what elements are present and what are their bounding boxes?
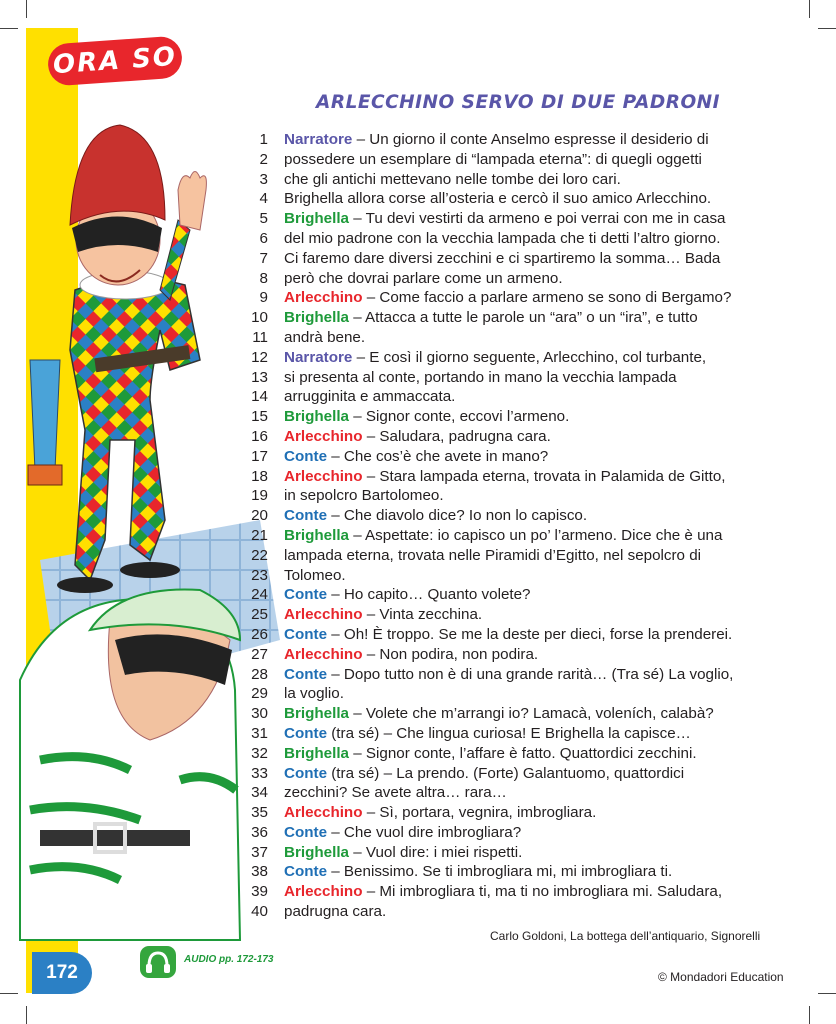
line-text (284, 189, 711, 209)
line-text (284, 566, 346, 586)
speaker-name: Brighella (284, 408, 349, 426)
line-body: – Vinta zecchina. (362, 606, 483, 624)
line-body: zecchini? Se avete altra… rara… (284, 784, 507, 802)
line-text (284, 546, 701, 566)
line-number: 36 (251, 823, 268, 841)
line-body: (tra sé) – La prendo. (Forte) Galantuomo, quattordici (327, 764, 685, 782)
line-text (284, 625, 732, 645)
line-number: 38 (251, 863, 268, 881)
line-text (284, 862, 672, 882)
line-body: – Non podira, non podira. (362, 645, 539, 663)
speaker-name: Arlecchino (284, 427, 363, 445)
line-number: 13 (251, 368, 268, 386)
speaker-name: Conte (284, 507, 328, 525)
line-body: (tra sé) – Che lingua curiosa! E Brighella la capisce… (327, 724, 691, 742)
line-body: la voglio. (284, 685, 344, 703)
line-text (284, 783, 507, 803)
speaker-name: Brighella (284, 744, 349, 762)
line-body: – Tu devi vestirti da armeno e poi verrai con me in casa (349, 210, 726, 228)
line-body: padrugna cara. (284, 903, 387, 921)
line-body: però che dovrai parlare come un armeno. (284, 269, 563, 287)
speaker-name: Conte (284, 665, 328, 683)
speaker-name: Arlecchino (284, 883, 363, 901)
line-number: 18 (251, 467, 268, 485)
line-number: 26 (251, 625, 268, 643)
line-text (284, 328, 365, 348)
line-body: – Aspettate: io capisco un po’ l’armeno. Dice che è una (349, 526, 723, 544)
line-number: 39 (251, 883, 268, 901)
line-body: – Vuol dire: i miei rispetti. (349, 843, 523, 861)
line-text (284, 170, 621, 190)
line-body: – Sì, portara, vegnira, imbrogliara. (362, 804, 597, 822)
line-body: si presenta al conte, portando in mano la vecchia lampada (284, 368, 677, 386)
line-body: – Oh! È troppo. Se me la deste per dieci, forse la prenderei. (327, 625, 733, 643)
line-body: – Volete che m’arrangi io? Lamacà, voleních, calabà? (349, 705, 714, 723)
line-text (284, 150, 702, 170)
line-text (284, 269, 563, 289)
line-number: 34 (251, 784, 268, 802)
line-text (284, 585, 531, 605)
line-text (284, 724, 691, 744)
speaker-name: Arlecchino (284, 467, 363, 485)
speaker-name: Narratore (284, 131, 353, 148)
line-body: – Che diavolo dice? Io non lo capisco. (327, 507, 588, 525)
line-number: 4 (259, 190, 268, 208)
speaker-name: Brighella (284, 526, 349, 544)
line-body: – Saludara, padrugna cara. (362, 427, 551, 445)
line-body: – Dopo tutto non è di una grande rarità… (Tra sé) La voglio, (327, 665, 734, 683)
line-number: 37 (251, 843, 268, 861)
line-body: arrugginita e ammaccata. (284, 388, 456, 406)
line-text (284, 823, 521, 843)
line-number: 21 (251, 526, 268, 544)
page-title: ARLECCHINO SERVO DI DUE PADRONI (316, 92, 721, 113)
speaker-name: Arlecchino (284, 606, 363, 624)
speaker-name: Arlecchino (284, 645, 363, 663)
line-number: 24 (251, 586, 268, 604)
source-citation (490, 929, 760, 943)
line-body: – Mi imbrogliara ti, ma ti no imbrogliara mi. Saludara, (362, 883, 723, 901)
line-number: 3 (259, 170, 268, 188)
line-text (284, 486, 444, 506)
line-text (284, 803, 596, 823)
line-text (284, 427, 551, 447)
line-number: 30 (251, 705, 268, 723)
line-number: 28 (251, 665, 268, 683)
line-number: 25 (251, 606, 268, 624)
line-number: 1 (259, 131, 268, 148)
line-text (284, 744, 697, 764)
line-number: 14 (251, 388, 268, 406)
line-text (284, 645, 538, 665)
line-body: – Signor conte, eccovi l’armeno. (349, 408, 570, 426)
line-text (284, 308, 698, 328)
lamp-icon (30, 360, 60, 470)
speaker-name: Arlecchino (284, 804, 363, 822)
line-text (284, 882, 722, 902)
line-body: del mio padrone con la vecchia lampada che ti detti l’altro giorno. (284, 229, 721, 247)
line-number: 19 (251, 487, 268, 505)
line-body: – Che vuol dire imbrogliara? (327, 823, 522, 841)
line-number: 20 (251, 507, 268, 525)
crop-mark (809, 0, 810, 18)
speaker-name: Brighella (284, 210, 349, 228)
speaker-name: Brighella (284, 705, 349, 723)
line-number: 2 (259, 150, 268, 168)
speaker-name: Conte (284, 724, 328, 742)
line-body: – Un giorno il conte Anselmo espresse il desiderio di (352, 131, 709, 148)
page-number: 172 (32, 952, 92, 994)
line-text (284, 467, 726, 487)
line-text (284, 249, 720, 269)
line-body: andrà bene. (284, 328, 366, 346)
line-number: 12 (251, 348, 268, 366)
line-text (284, 506, 587, 526)
line-text (284, 368, 677, 388)
line-number: 23 (251, 566, 268, 584)
line-text (284, 665, 733, 685)
arlecchino-hat (70, 125, 165, 225)
speaker-name: Conte (284, 863, 328, 881)
speaker-name: Conte (284, 764, 328, 782)
line-number: 29 (251, 685, 268, 703)
copyright: © Mondadori Education (658, 970, 784, 984)
line-number: 15 (251, 408, 268, 426)
line-text (284, 605, 482, 625)
line-body: – Benissimo. Se ti imbrogliara mi, mi imbrogliara ti. (327, 863, 673, 881)
line-number: 33 (251, 764, 268, 782)
line-body: – E così il giorno seguente, Arlecchino, col turbante, (352, 348, 707, 366)
speaker-name: Conte (284, 823, 328, 841)
line-text (284, 288, 731, 308)
line-number: 6 (259, 229, 268, 247)
line-body: – Che cos’è che avete in mano? (327, 447, 549, 465)
line-number: 40 (251, 903, 268, 921)
crop-mark (0, 993, 18, 994)
line-number: 31 (251, 724, 268, 742)
line-number: 8 (259, 269, 268, 287)
line-number: 11 (252, 328, 268, 346)
speaker-name: Conte (284, 447, 328, 465)
crop-mark (818, 28, 836, 29)
line-text (284, 526, 722, 546)
speaker-name: Brighella (284, 843, 349, 861)
line-body: Tolomeo. (284, 566, 346, 584)
speaker-name: Conte (284, 625, 328, 643)
line-body: lampada eterna, trovata nelle Piramidi d’Egitto, nel sepolcro di (284, 546, 702, 564)
line-body: Ci faremo dare diversi zecchini e ci spartiremo la somma… Bada (284, 249, 721, 267)
line-number: 27 (251, 645, 268, 663)
line-text (284, 209, 726, 229)
line-body: – Stara lampada eterna, trovata in Palamida de Gitto, (362, 467, 726, 485)
line-text (284, 348, 706, 368)
line-number: 32 (251, 744, 268, 762)
line-text (284, 130, 709, 150)
line-text (284, 704, 714, 724)
line-text (284, 447, 548, 467)
line-number: 7 (259, 249, 268, 267)
audio-reference: AUDIO pp. 172-173 (184, 954, 274, 965)
line-body: – Signor conte, l’affare è fatto. Quattordici zecchini. (349, 744, 697, 762)
crop-mark (809, 1006, 810, 1024)
line-number: 22 (251, 546, 268, 564)
line-number: 17 (251, 447, 268, 465)
line-text (284, 407, 569, 427)
crop-mark (26, 1006, 27, 1024)
line-text (284, 843, 522, 863)
brighella-belt (40, 830, 190, 846)
line-text (284, 229, 720, 249)
line-text (284, 764, 684, 784)
line-body: – Attacca a tutte le parole un “ara” o un “ira”, e tutto (349, 309, 698, 327)
line-number: 9 (259, 289, 268, 307)
headphones-icon (140, 946, 176, 978)
speaker-name: Brighella (284, 309, 349, 327)
line-number: 16 (251, 427, 268, 445)
crop-mark (818, 993, 836, 994)
line-body: Brighella allora corse all’osteria e cercò il suo amico Arlecchino. (284, 190, 712, 208)
line-number: 10 (251, 309, 268, 327)
line-body: possedere un esemplare di “lampada eterna”: di quegli oggetti (284, 150, 702, 168)
source-text: Carlo Goldoni, La bottega dell’antiquario, Signorelli (490, 929, 761, 943)
line-number: 5 (259, 210, 268, 228)
line-text (284, 684, 344, 704)
line-text (284, 902, 386, 922)
line-body: – Come faccio a parlare armeno se sono di Bergamo? (362, 289, 732, 307)
speaker-name: Arlecchino (284, 289, 363, 307)
line-body: – Ho capito… Quanto volete? (327, 586, 531, 604)
line-body: in sepolcro Bartolomeo. (284, 487, 444, 505)
line-text (284, 387, 455, 407)
speaker-name: Conte (284, 586, 328, 604)
ora-so-badge: ORA SO (47, 35, 184, 86)
line-number: 35 (251, 804, 268, 822)
line-body: che gli antichi mettevano nelle tombe dei loro cari. (284, 170, 621, 188)
speaker-name: Narratore (284, 348, 353, 366)
hand (178, 172, 206, 231)
